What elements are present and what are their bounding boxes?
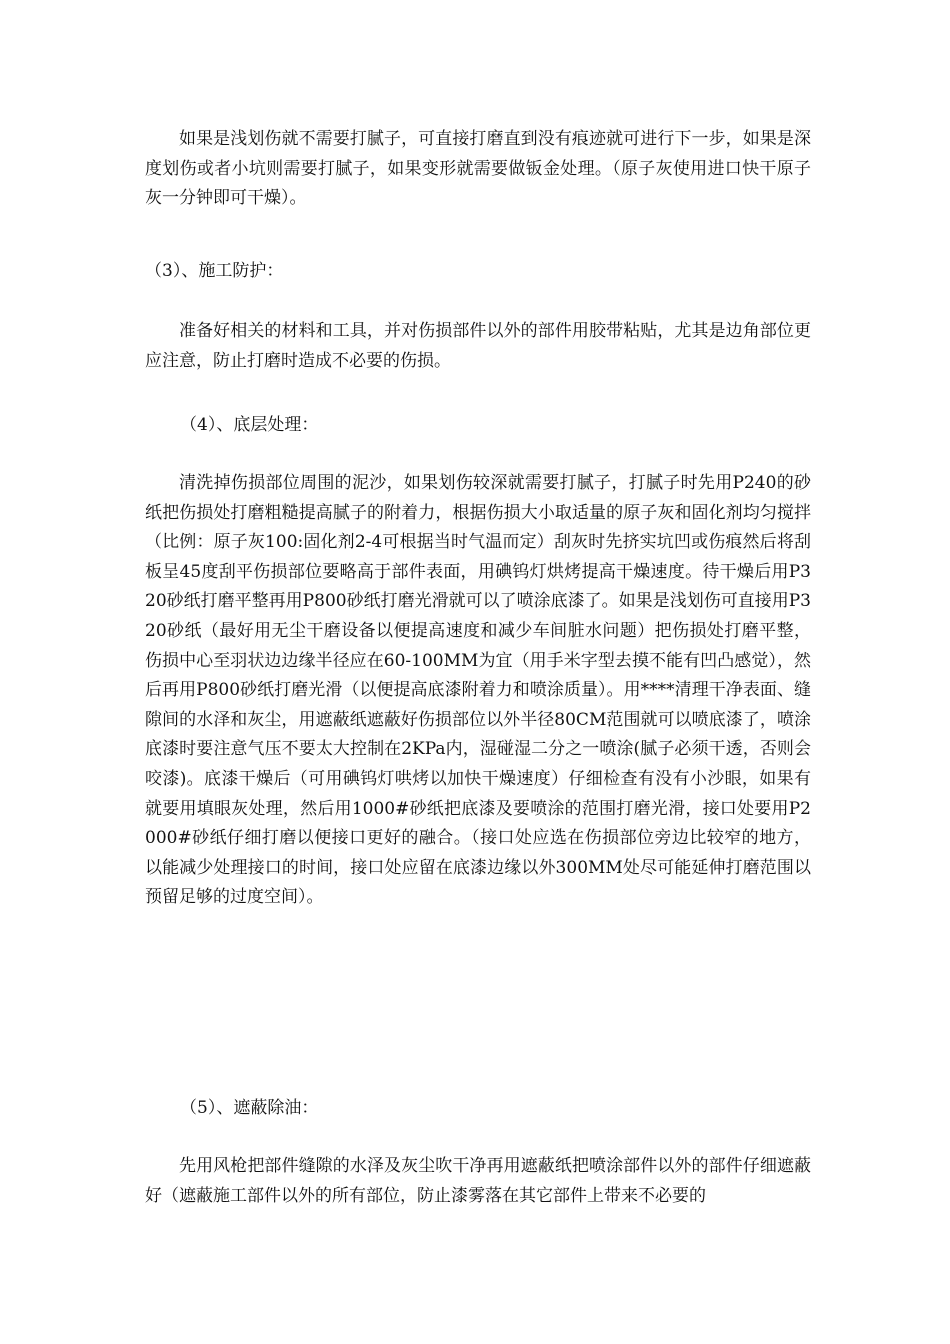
section-heading-masking-degreasing: （5）、遮蔽除油： [180,1098,319,1118]
paragraph-scratch-repair: 如果是浅划伤就不需要打腻子，可直接打磨直到没有痕迹就可进行下一步，如果是深度划伤或者小坑则需要打腻子，如果变形就需要做钣金处理。（原子灰使用进口快干原子灰一分钟即可干燥）。 [145,129,811,209]
section-heading-construction-protection: （3）、施工防护： [145,261,284,281]
paragraph-masking-degreasing: 先用风枪把部件缝隙的水泽及灰尘吹干净再用遮蔽纸把喷涂部件以外的部件仔细遮蔽好（遮蔽施工部件以外的所有部位，防止漆雾落在其它部件上带来不必要的 [145,1156,811,1206]
paragraph-base-layer-treatment: 清洗掉伤损部位周围的泥沙，如果划伤较深就需要打腻子，打腻子时先用P240的砂纸把伤损处打磨粗糙提高腻子的附着力，根据伤损大小取适量的原子灰和固化剂均匀搅拌（比例：原子灰100:固化剂2-4可根据当时气温而定）刮灰时先挤实坑凹或伤痕然后将刮板呈45度刮平伤损部位要略高于部件表面，用碘钨灯烘烤提高干燥速度。待干燥后用P320砂纸打磨平整再用P800砂纸打磨光滑就可以了喷涂底漆了。如果是浅划伤可直接用P320砂纸（最好用无尘干磨设备以便提高速度和减少车间脏水问题）把伤损处打磨平整，伤损中心至羽状边边缘半径应在60-100MM为宜（用手米字型去摸不能有凹凸感觉），然后再用P800砂纸打磨光滑（以便提高底漆附着力和喷涂质量）。用****清理干净表面、缝隙间的水泽和灰尘，用遮蔽纸遮蔽好伤损部位以外半径80CM范围就可以喷底漆了，喷涂底漆时要注意气压不要太大控制在2KPa内，湿碰湿二分之一喷涂(腻子必须干透，否则会咬漆)。底漆干燥后（可用碘钨灯哄烤以加快干燥速度）仔细检查有没有小沙眼，如果有就要用填眼灰处理，然后用1000#砂纸把底漆及要喷涂的范围打磨光滑，接口处要用P2000#砂纸仔细打磨以便接口更好的融合。（接口处应选在伤损部位旁边比较窄的地方，以能减少处理接口的时间，接口处应留在底漆边缘以外300MM处尽可能延伸打磨范围以预留足够的过度空间）。 [145,473,811,908]
paragraph-construction-protection: 准备好相关的材料和工具，并对伤损部件以外的部件用胶带粘贴，尤其是边角部位更应注意，防止打磨时造成不必要的伤损。 [145,321,811,371]
section-heading-base-layer-treatment: （4）、底层处理： [180,415,319,435]
